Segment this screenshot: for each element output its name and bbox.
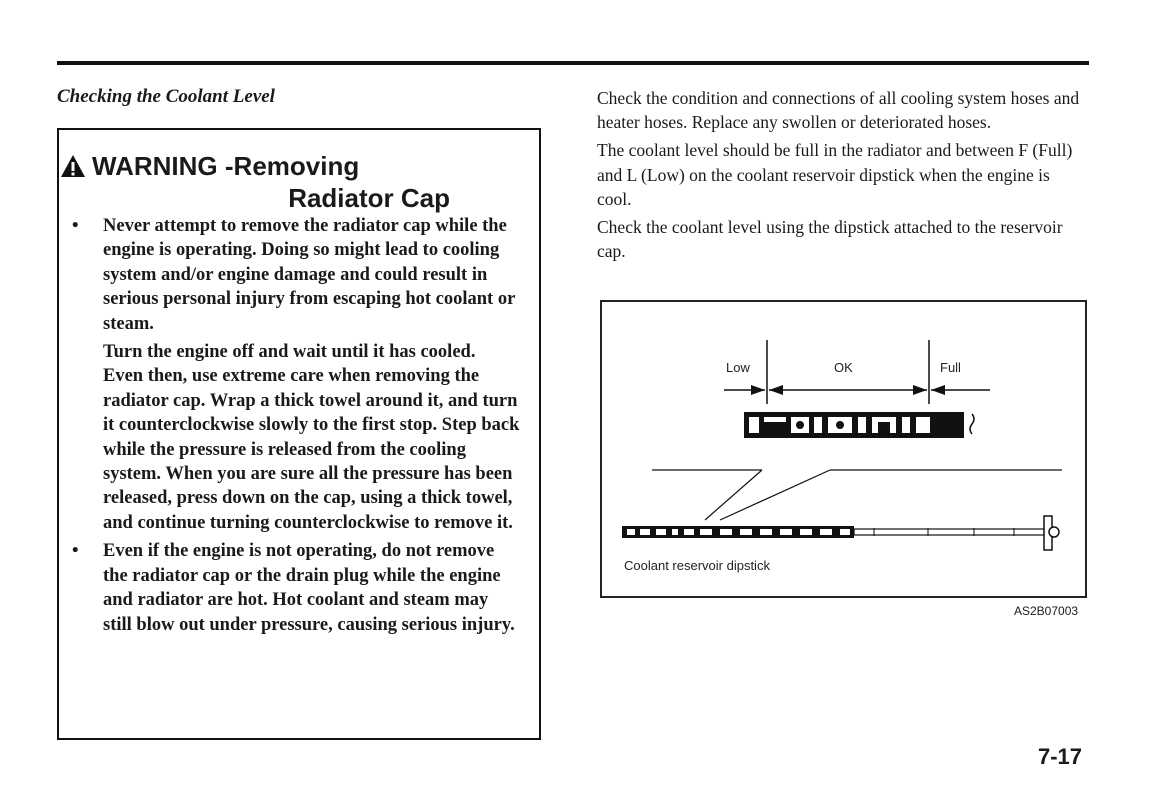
body-paragraph-2: The coolant level should be full in the radiator and between F (Full) and L (Low) on the coolant reservoir dipstick when the engine is cool. [597,140,1073,209]
body-text [597,86,1087,267]
figure-code: AS2B07003 [1014,604,1079,618]
warning-list [70,214,520,641]
bullet-dot: • [72,216,79,236]
warning-bullet-1 [70,214,520,535]
dipstick-figure [600,300,1087,598]
warning-bullet-2 [70,539,520,637]
warning-heading [60,150,450,214]
warning-bullet-1-p2: Turn the engine off and wait until it has cooled. Even then, use extreme care when removing the radiator cap. Wrap a thick towel around it, and turn it counterclockwise slowly to the first stop. Step back while the pressure is released from the cooling system. When you are sure all the pressure has been released, press down on the cap, using a thick towel, and continue turning counterclockwise to remove it. [103,342,520,533]
top-rule [57,61,1089,65]
label-low: Low [726,360,750,375]
section-title: Checking the Coolant Level [57,86,275,107]
bullet-dot: • [72,541,79,562]
body-paragraph-1: Check the condition and connections of all cooling system hoses and heater hoses. Replace any swollen or deteriorated hoses. [597,88,1080,133]
warning-triangle-icon [60,154,86,178]
warning-heading-line2: Radiator Cap [288,183,450,213]
body-paragraph-3: Check the coolant level using the dipstick attached to the reservoir cap. [597,217,1063,262]
figure-caption: Coolant reservoir dipstick [624,558,770,573]
label-full: Full [940,360,961,375]
dipstick-illustration [602,302,1085,596]
warning-bullet-1-p1: Never attempt to remove the radiator cap while the engine is operating. Doing so might lead to cooling system and/or engine damage and could result in serious personal injury from escaping hot coolant or steam. [103,216,515,334]
label-ok: OK [834,360,853,375]
page-number: 7-17 [1038,744,1083,769]
warning-heading-line1: WARNING -Removing [92,151,360,181]
warning-bullet-2-text: Even if the engine is not operating, do not remove the radiator cap or the drain plug while the engine and radiator are hot. Hot coolant and steam may still blow out under pressure, causing serious injury. [103,541,515,635]
